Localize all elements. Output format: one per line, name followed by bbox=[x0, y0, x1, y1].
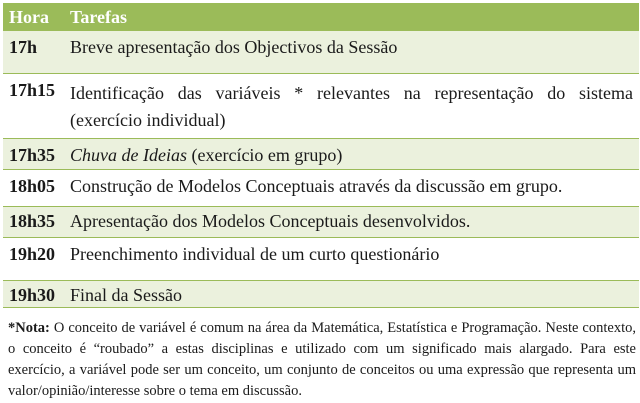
row-task: Construção de Modelos Conceptuais através da discussão em grupo. bbox=[64, 170, 639, 207]
table-row bbox=[3, 31, 639, 74]
header-tarefas: Tarefas bbox=[64, 3, 639, 31]
table-header-row bbox=[3, 3, 639, 31]
header-hora: Hora bbox=[3, 3, 64, 31]
row-time: 17h35 bbox=[3, 139, 64, 170]
row-task: Final da Sessão bbox=[64, 281, 639, 308]
footnote-text: O conceito de variável é comum na área da Matemática, Estatística e Programação. Neste contexto, o conceito é “roubado” a estas disciplinas e utilizado com um significado mais alargado. Para este exercício, a variável pode ser um conceito, um conjunto de conceitos ou uma expressão que representa um valor/opinião/interesse sobre o tema em discussão. bbox=[8, 320, 636, 399]
row-time: 19h20 bbox=[3, 238, 64, 281]
row-task: Apresentação dos Modelos Conceptuais desenvolvidos. bbox=[64, 207, 639, 238]
row-task-rest: (exercício em grupo) bbox=[186, 145, 343, 165]
table-row bbox=[3, 238, 639, 281]
row-task-italic: Chuva de Ideias bbox=[70, 145, 187, 165]
row-task bbox=[64, 139, 639, 170]
row-time: 17h15 bbox=[3, 74, 64, 139]
table-row bbox=[3, 207, 639, 238]
row-time: 18h35 bbox=[3, 207, 64, 238]
row-task: Identificação das variáveis * relevantes na representação do sistema (exercício individual) bbox=[64, 74, 639, 139]
schedule-table bbox=[3, 3, 639, 308]
row-task: Preenchimento individual de um curto questionário bbox=[64, 238, 639, 281]
row-task: Breve apresentação dos Objectivos da Sessão bbox=[64, 31, 639, 74]
footnote-label: *Nota: bbox=[8, 320, 50, 336]
table-row bbox=[3, 170, 639, 207]
footnote bbox=[8, 318, 636, 402]
row-time: 17h bbox=[3, 31, 64, 74]
row-time: 18h05 bbox=[3, 170, 64, 207]
table-row bbox=[3, 74, 639, 139]
row-time: 19h30 bbox=[3, 281, 64, 308]
table-row bbox=[3, 281, 639, 308]
table-row bbox=[3, 139, 639, 170]
